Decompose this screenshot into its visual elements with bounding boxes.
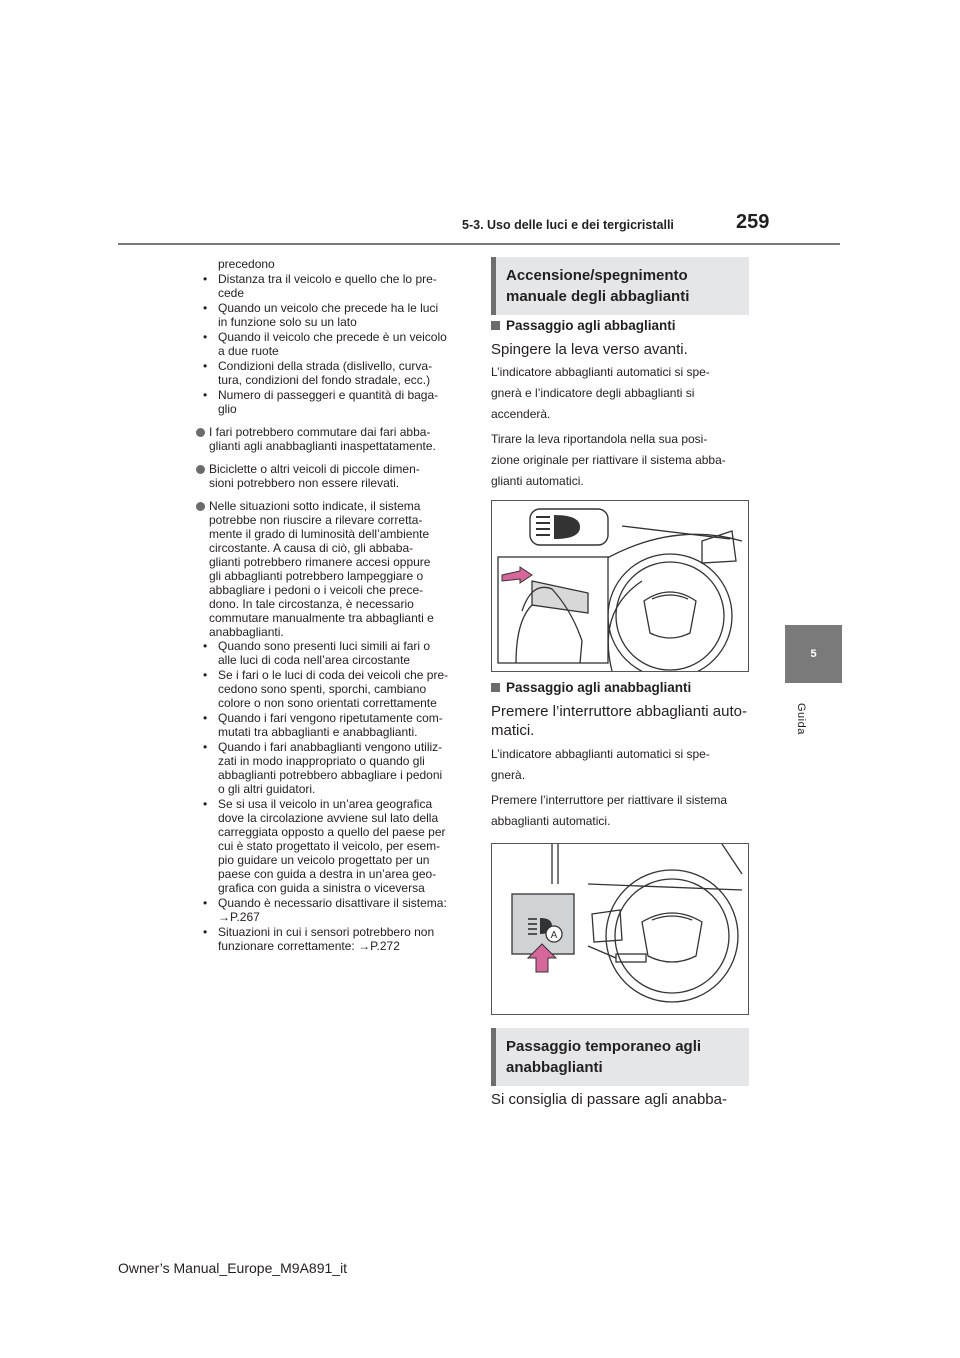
list-item: • Situazioni in cui i sensori potrebbero non funzionare correttamente: →P.272	[203, 925, 435, 953]
description-text: Premere l’interruttore per riattivare il sistema abbaglianti automatici.	[491, 793, 728, 828]
description-text: Tirare la leva riportandola nella sua posi- zione originale per riattivare il sistema abba- glianti automatici.	[491, 432, 726, 488]
subheading-low-beam: Passaggio agli anabbaglianti	[491, 680, 691, 695]
bullet-dot-icon	[196, 428, 205, 437]
conditions-list-b	[196, 639, 468, 953]
headlight-indicator-icon	[530, 509, 608, 545]
list-item: • Quando i fari anabbaglianti vengono utiliz- zati in modo inappropriato o quando gli abbaglianti potrebbero abbagliare i pedoni o gli altri guidatori.	[203, 740, 443, 796]
list-item: • Quando i fari vengono ripetutamente com- mutati tra abbaglianti e anabbaglianti.	[203, 711, 443, 739]
description-text: L’indicatore abbaglianti automatici si spe- gnerà e l’indicatore degli abbaglianti si accenderà.	[491, 365, 710, 421]
switch-illustration	[491, 843, 749, 1015]
closing-text: Si consiglia di passare agli anabba-	[491, 1091, 727, 1108]
lever-illustration	[491, 500, 749, 672]
square-bullet-icon	[491, 683, 500, 692]
conditions-list-a	[196, 272, 468, 416]
chapter-label: Guida	[795, 703, 807, 735]
left-column	[196, 257, 468, 954]
switch-letter: A	[550, 930, 558, 941]
list-item: • Quando il veicolo che precede è un veicolo a due ruote	[203, 330, 447, 358]
list-item: • Numero di passeggeri e quantità di baga- glio	[203, 388, 439, 416]
lever-drawing	[492, 501, 748, 671]
section-title: 5-3. Uso delle luci e dei tergicristalli	[462, 218, 674, 232]
list-item: • Quando un veicolo che precede ha le luci in funzione solo su un lato	[203, 301, 439, 329]
header-divider	[118, 243, 840, 245]
bullet-dot-icon	[196, 502, 205, 511]
bullet-icon: •	[203, 359, 208, 373]
subheading-high-beam: Passaggio agli abbaglianti	[491, 318, 676, 333]
bullet-icon: •	[203, 388, 208, 402]
bullet-icon: •	[203, 925, 208, 939]
note-item: I fari potrebbero commutare dai fari abba- glianti agli anabbaglianti inaspettatamente.	[196, 425, 468, 453]
list-item: • Distanza tra il veicolo e quello che lo pre- cede	[203, 272, 437, 300]
bullet-dot-icon	[196, 465, 205, 474]
description-text: L’indicatore abbaglianti automatici si spe- gnerà.	[491, 747, 710, 782]
footer-text: Owner’s Manual_Europe_M9A891_it	[118, 1260, 348, 1276]
bullet-icon: •	[203, 740, 208, 754]
bullet-icon: •	[203, 272, 208, 286]
continuation-line: precedono	[218, 257, 275, 271]
page-number: 259	[736, 211, 770, 233]
list-item: • Se i fari o le luci di coda dei veicoli che pre- cedono sono spenti, sporchi, cambiano colore o non sono orientati correttamente	[203, 668, 449, 710]
section-heading: Accensione/spegnimento manuale degli abbaglianti	[491, 257, 749, 315]
instruction-text: Premere l’interruttore abbaglianti auto- matici.	[491, 703, 747, 739]
bullet-icon: •	[203, 330, 208, 344]
note-item: Biciclette o altri veicoli di piccole dimen- sioni potrebbero non essere rilevati.	[196, 462, 468, 490]
list-item: • Condizioni della strada (dislivello, curva- tura, condizioni del fondo stradale, ecc.)	[203, 359, 433, 387]
list-item: • Quando è necessario disattivare il sistema: →P.267	[203, 896, 447, 924]
chapter-tab: 5	[785, 625, 842, 683]
section-heading: Passaggio temporaneo agli anabbaglianti	[491, 1028, 749, 1086]
list-item: • Quando sono presenti luci simili ai fari o alle luci di coda nell’area circostante	[203, 639, 431, 667]
bullet-icon: •	[203, 639, 208, 653]
bullet-icon: •	[203, 668, 208, 682]
instruction-text: Spingere la leva verso avanti.	[491, 341, 688, 358]
square-bullet-icon	[491, 321, 500, 330]
switch-drawing	[492, 844, 748, 1014]
bullet-icon: •	[203, 711, 208, 725]
note-item: Nelle situazioni sotto indicate, il sistema potrebbe non riuscire a rilevare corretta- mente il grado di luminosità dell’ambiente circostante. A causa di ciò, gli abbaba- glianti potrebbero rimanere accesi oppure gli abbaglianti potrebbero lampeggiare o abbagliare i pedoni o i veicoli che prece- dono. In tale circostanza, è necessario commutare manualmente tra abbaglianti e anabbaglianti.	[196, 499, 468, 639]
bullet-icon: •	[203, 301, 208, 315]
bullet-icon: •	[203, 896, 208, 910]
list-item: • Se si usa il veicolo in un’area geografica dove la circolazione avviene sul lato della carreggiata opposto a quello del paese per cui è stato progettato il veicolo, per esem- pio guidare un veicolo progettato per un paese con guida a destra in un’area geo- grafica con guida a sinistra o viceversa	[203, 797, 446, 895]
bullet-icon: •	[203, 797, 208, 811]
